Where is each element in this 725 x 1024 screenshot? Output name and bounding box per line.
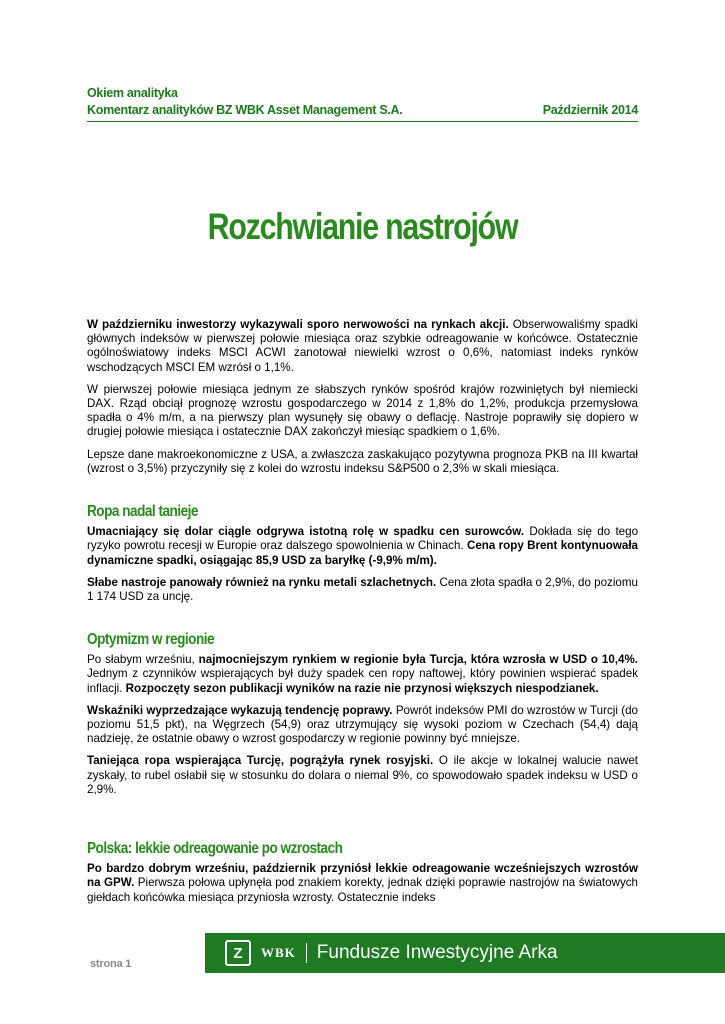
intro-paragraph-2: W pierwszej połowie miesiąca jednym ze słabszych rynków spośród krajów rozwiniętych był niemiecki DAX. Rząd obciął prognozę wzrostu gospodarczego w 2014 z 1,8% do 1,2%, produkcja przemysłowa spadła o 4% m/m, a na pierwszy plan wysunęły się obawy o deflację. Nastroje poprawiły się dopiero w drugiej połowie miesiąca i ostatecznie DAX zakończył miesiąc spadkiem o 1,6%. [87, 382, 638, 439]
section-heading-region: Optymizm w regionie [87, 631, 215, 648]
region-paragraph-2: Wskaźniki wyprzedzające wykazują tendencję poprawy. Powrót indeksów PMI do wzrostów w Turcji (do poziomu 51,5 pkt), na Węgrzech (54,9) oraz utrzymujący się wysoki poziom w Czechach (54,4) dają nadzieję, że ostatnie obawy o wzrost gospodarczy w regionie powinny być mniejsze. [87, 703, 638, 746]
oil-paragraph-1: Umacniający się dolar ciągle odgrywa istotną rolę w spadku cen surowców. Dokłada się do tego ryzyko powrotu recesji w Europie oraz dalszego spowolnienia w Chinach. Cena ropy Brent kontynuowała dynamiczne spadki, osiągając 85,9 USD za baryłkę (-9,9% m/m). [87, 525, 639, 567]
footer-brand: Fundusze Inwestycyjne Arka [316, 942, 558, 963]
page-number: strona 1 [90, 958, 132, 970]
header-series: Okiem analityka [87, 86, 178, 100]
oil-paragraph-2: Słabe nastroje panowały również na rynku metali szlachetnych. Cena złota spadła o 2,9%, do poziomu 1 174 USD za uncję. [87, 575, 638, 604]
header-date: Październik 2014 [542, 103, 638, 117]
section-region [87, 633, 638, 805]
poland-paragraph-1: Po bardzo dobrym wrześniu, październik przyniósł lekkie odreagowanie wcześniejszych wzrostów na GPW. Pierwsza połowa upłynęła pod znakiem korekty, jednak dzięki poprawie nastrojów na światowych giełdach końcówka miesiąca przyniosła wzrosty. Ostatecznie indeks [87, 862, 638, 904]
footer-divider [306, 943, 307, 963]
header-line [87, 103, 638, 122]
intro-paragraph-1: W październiku inwestorzy wykazywali sporo nerwowości na rynkach akcji. Obserwowaliśmy spadki głównych indeksów w pierwszej połowie miesiąca oraz szybkie odreagowanie w końcówce. Ostatecznie ogólnoświatowy indeks MSCI ACWI zanotował niewielki wzrost o 0,6%, natomiast indeks rynków wschodzących MSCI EM wzrósł o 1,1%. [87, 318, 638, 374]
region-paragraph-1: Po słabym wrześniu, najmocniejszym rynkiem w regionie była Turcja, która wzrosła w USD o 10,4%. Jednym z czynników wspierających był duży spadek cen ropy naftowej, który powinien wspierać spadek inflacji. Rozpoczęty sezon publikacji wyników na razie nie przynosi większych niespodzianek. [87, 653, 638, 695]
intro-section [87, 318, 638, 484]
section-poland [87, 842, 638, 913]
wbk-logo-text: WBK [261, 945, 296, 960]
page-title: Rozchwianie nastrojów [207, 206, 518, 247]
region-paragraph-3: Taniejąca ropa wspierająca Turcję, pogrążyła rynek rosyjski. O ile akcje w lokalnej walucie nawet zyskały, to rubel osłabił się w stosunku do dolara o niemal 9%, co spowodowało spadek indeksu w USD o 2,9%. [87, 754, 638, 796]
header-subtitle: Komentarz analityków BZ WBK Asset Management S.A. [87, 103, 403, 117]
section-oil [87, 505, 638, 612]
intro-paragraph-3: Lepsze dane makroekonomiczne z USA, a zwłaszcza zaskakująco pozytywna prognoza PKB na III kwartał (wzrost o 3,5%) przyczyniły się z kolei do wzrostu indeksu S&P500 o 2,3% w skali miesiąca. [87, 447, 638, 475]
footer-bar [205, 933, 725, 973]
bz-logo-icon: Z [225, 940, 251, 966]
section-heading-oil: Ropa nadal tanieje [87, 503, 198, 520]
section-heading-poland: Polska: lekkie odreagowanie po wzrostach [87, 840, 343, 857]
